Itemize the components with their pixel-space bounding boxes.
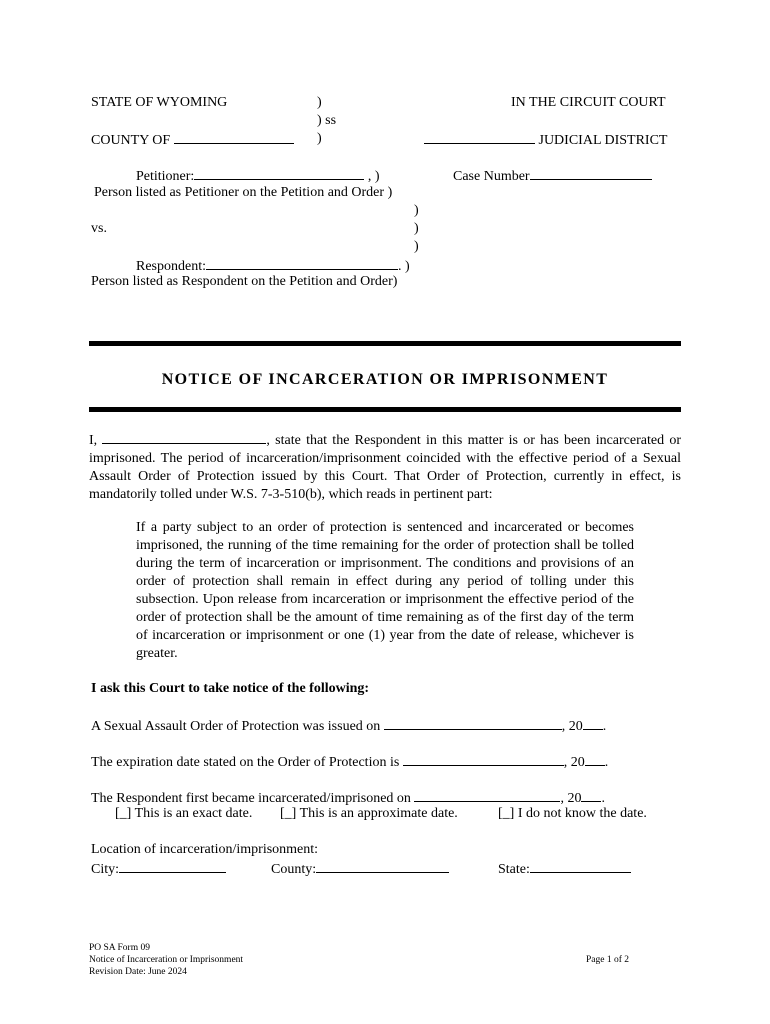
caption-paren: ) — [317, 95, 322, 110]
respondent-description: Person listed as Respondent on the Petition and Order) — [91, 274, 398, 289]
city-line — [91, 859, 226, 878]
vs-label: vs. — [91, 221, 107, 236]
location-label: Location of incarceration/imprisonment: — [91, 842, 319, 857]
intro-text: , state that the Respondent in this matter is or has been incarcerated or imprisoned. The period of incarceration/imprisonment coincided with the effective period of a Sexual Assault Order of Protection issued by this Court. That Order of Protection, currently in effect, is mandatorily tolled under W.S. 7-3-510(b), which reads in pertinent part: — [89, 433, 681, 502]
issued-year-blank[interactable] — [583, 716, 603, 730]
issued-date-blank[interactable] — [384, 716, 562, 730]
county-location-blank[interactable] — [316, 859, 449, 873]
expiration-date-blank[interactable] — [403, 752, 564, 766]
incarceration-label: The Respondent first became incarcerated/imprisoned on — [91, 791, 411, 806]
respondent-blank[interactable] — [206, 256, 398, 270]
intro-paragraph — [89, 430, 681, 504]
statute-quote: If a party subject to an order of protection is sentenced and incarcerated or becomes imprisoned, the running of the time remaining for the order of protection shall be tolled during the term of incarceration or imprisonment. The conditions and provisions of an order of protection shall remain in effect during any period of tolling under this subsection. Upon release from incarceration or imprisonment the effective period of the order of protection shall be the amount of time remaining as of the first day of the term of incarceration or imprisonment or one (1) year from the date of release, whichever is greater. — [136, 520, 634, 661]
unknown-date-option[interactable]: [_] I do not know the date. — [498, 806, 647, 821]
case-number-blank[interactable] — [530, 166, 652, 180]
footer-page-number: Page 1 of 2 — [586, 955, 630, 965]
caption-paren: ) — [414, 203, 419, 218]
incarceration-year-blank[interactable] — [581, 788, 601, 802]
city-blank[interactable] — [119, 859, 226, 873]
issued-label: A Sexual Assault Order of Protection was issued on — [91, 719, 381, 734]
county-blank[interactable] — [174, 130, 294, 144]
state-location-label: State: — [498, 862, 530, 877]
county-line — [91, 130, 294, 149]
title-rule-bottom — [89, 407, 681, 412]
state-location-blank[interactable] — [530, 859, 631, 873]
exact-date-option[interactable]: [_] This is an exact date. — [115, 806, 253, 821]
expiration-label: The expiration date stated on the Order of Protection is — [91, 755, 400, 770]
respondent-tail: . ) — [398, 259, 410, 274]
petitioner-label: Petitioner: — [136, 169, 195, 184]
case-number-line — [453, 166, 652, 185]
caption-paren: ) — [387, 185, 393, 200]
title-rule-top — [89, 341, 681, 346]
district-label: JUDICIAL DISTRICT — [538, 133, 668, 148]
caption-ss: ) ss — [317, 113, 337, 128]
document-title: NOTICE OF INCARCERATION OR IMPRISONMENT — [161, 371, 609, 388]
expiration-year-blank[interactable] — [585, 752, 605, 766]
state-location-line — [498, 859, 631, 878]
expiration-year-label: , 20 — [563, 755, 585, 770]
respondent-label: Respondent: — [136, 259, 206, 274]
issued-year-label: , 20 — [561, 719, 583, 734]
intro-i: I, — [89, 433, 98, 448]
issued-end: . — [602, 719, 607, 734]
district-line — [424, 130, 667, 149]
footer-form-name: Notice of Incarceration or Imprisonment — [89, 955, 244, 965]
county-label: COUNTY OF — [91, 133, 171, 148]
footer-form-id: PO SA Form 09 — [89, 943, 150, 953]
expiration-end: . — [604, 755, 609, 770]
petitioner-desc-text: Person listed as Petitioner on the Petition and Order — [94, 185, 385, 200]
petitioner-blank[interactable] — [194, 166, 364, 180]
caption-paren: ) — [317, 131, 322, 146]
case-number-label: Case Number — [453, 169, 530, 184]
incarceration-end: . — [601, 791, 605, 806]
petitioner-description — [94, 184, 392, 201]
state-label: STATE OF WYOMING — [91, 95, 228, 110]
district-blank[interactable] — [424, 130, 535, 144]
petitioner-line — [136, 166, 380, 185]
approximate-date-option[interactable]: [_] This is an approximate date. — [280, 806, 458, 821]
ask-heading: I ask this Court to take notice of the following: — [91, 681, 370, 696]
county-location-label: County: — [271, 862, 317, 877]
caption-paren: ) — [414, 239, 419, 254]
city-label: City: — [91, 862, 120, 877]
county-location-line — [271, 859, 449, 878]
court-label: IN THE CIRCUIT COURT — [511, 95, 666, 110]
incarceration-date-blank[interactable] — [414, 788, 560, 802]
declarant-name-blank[interactable] — [102, 430, 266, 444]
petitioner-tail: , ) — [364, 169, 380, 184]
issued-date-line — [91, 716, 606, 735]
footer-revision: Revision Date: June 2024 — [89, 967, 187, 977]
caption-paren: ) — [414, 221, 419, 236]
incarceration-year-label: , 20 — [560, 791, 582, 806]
expiration-date-line — [91, 752, 608, 771]
